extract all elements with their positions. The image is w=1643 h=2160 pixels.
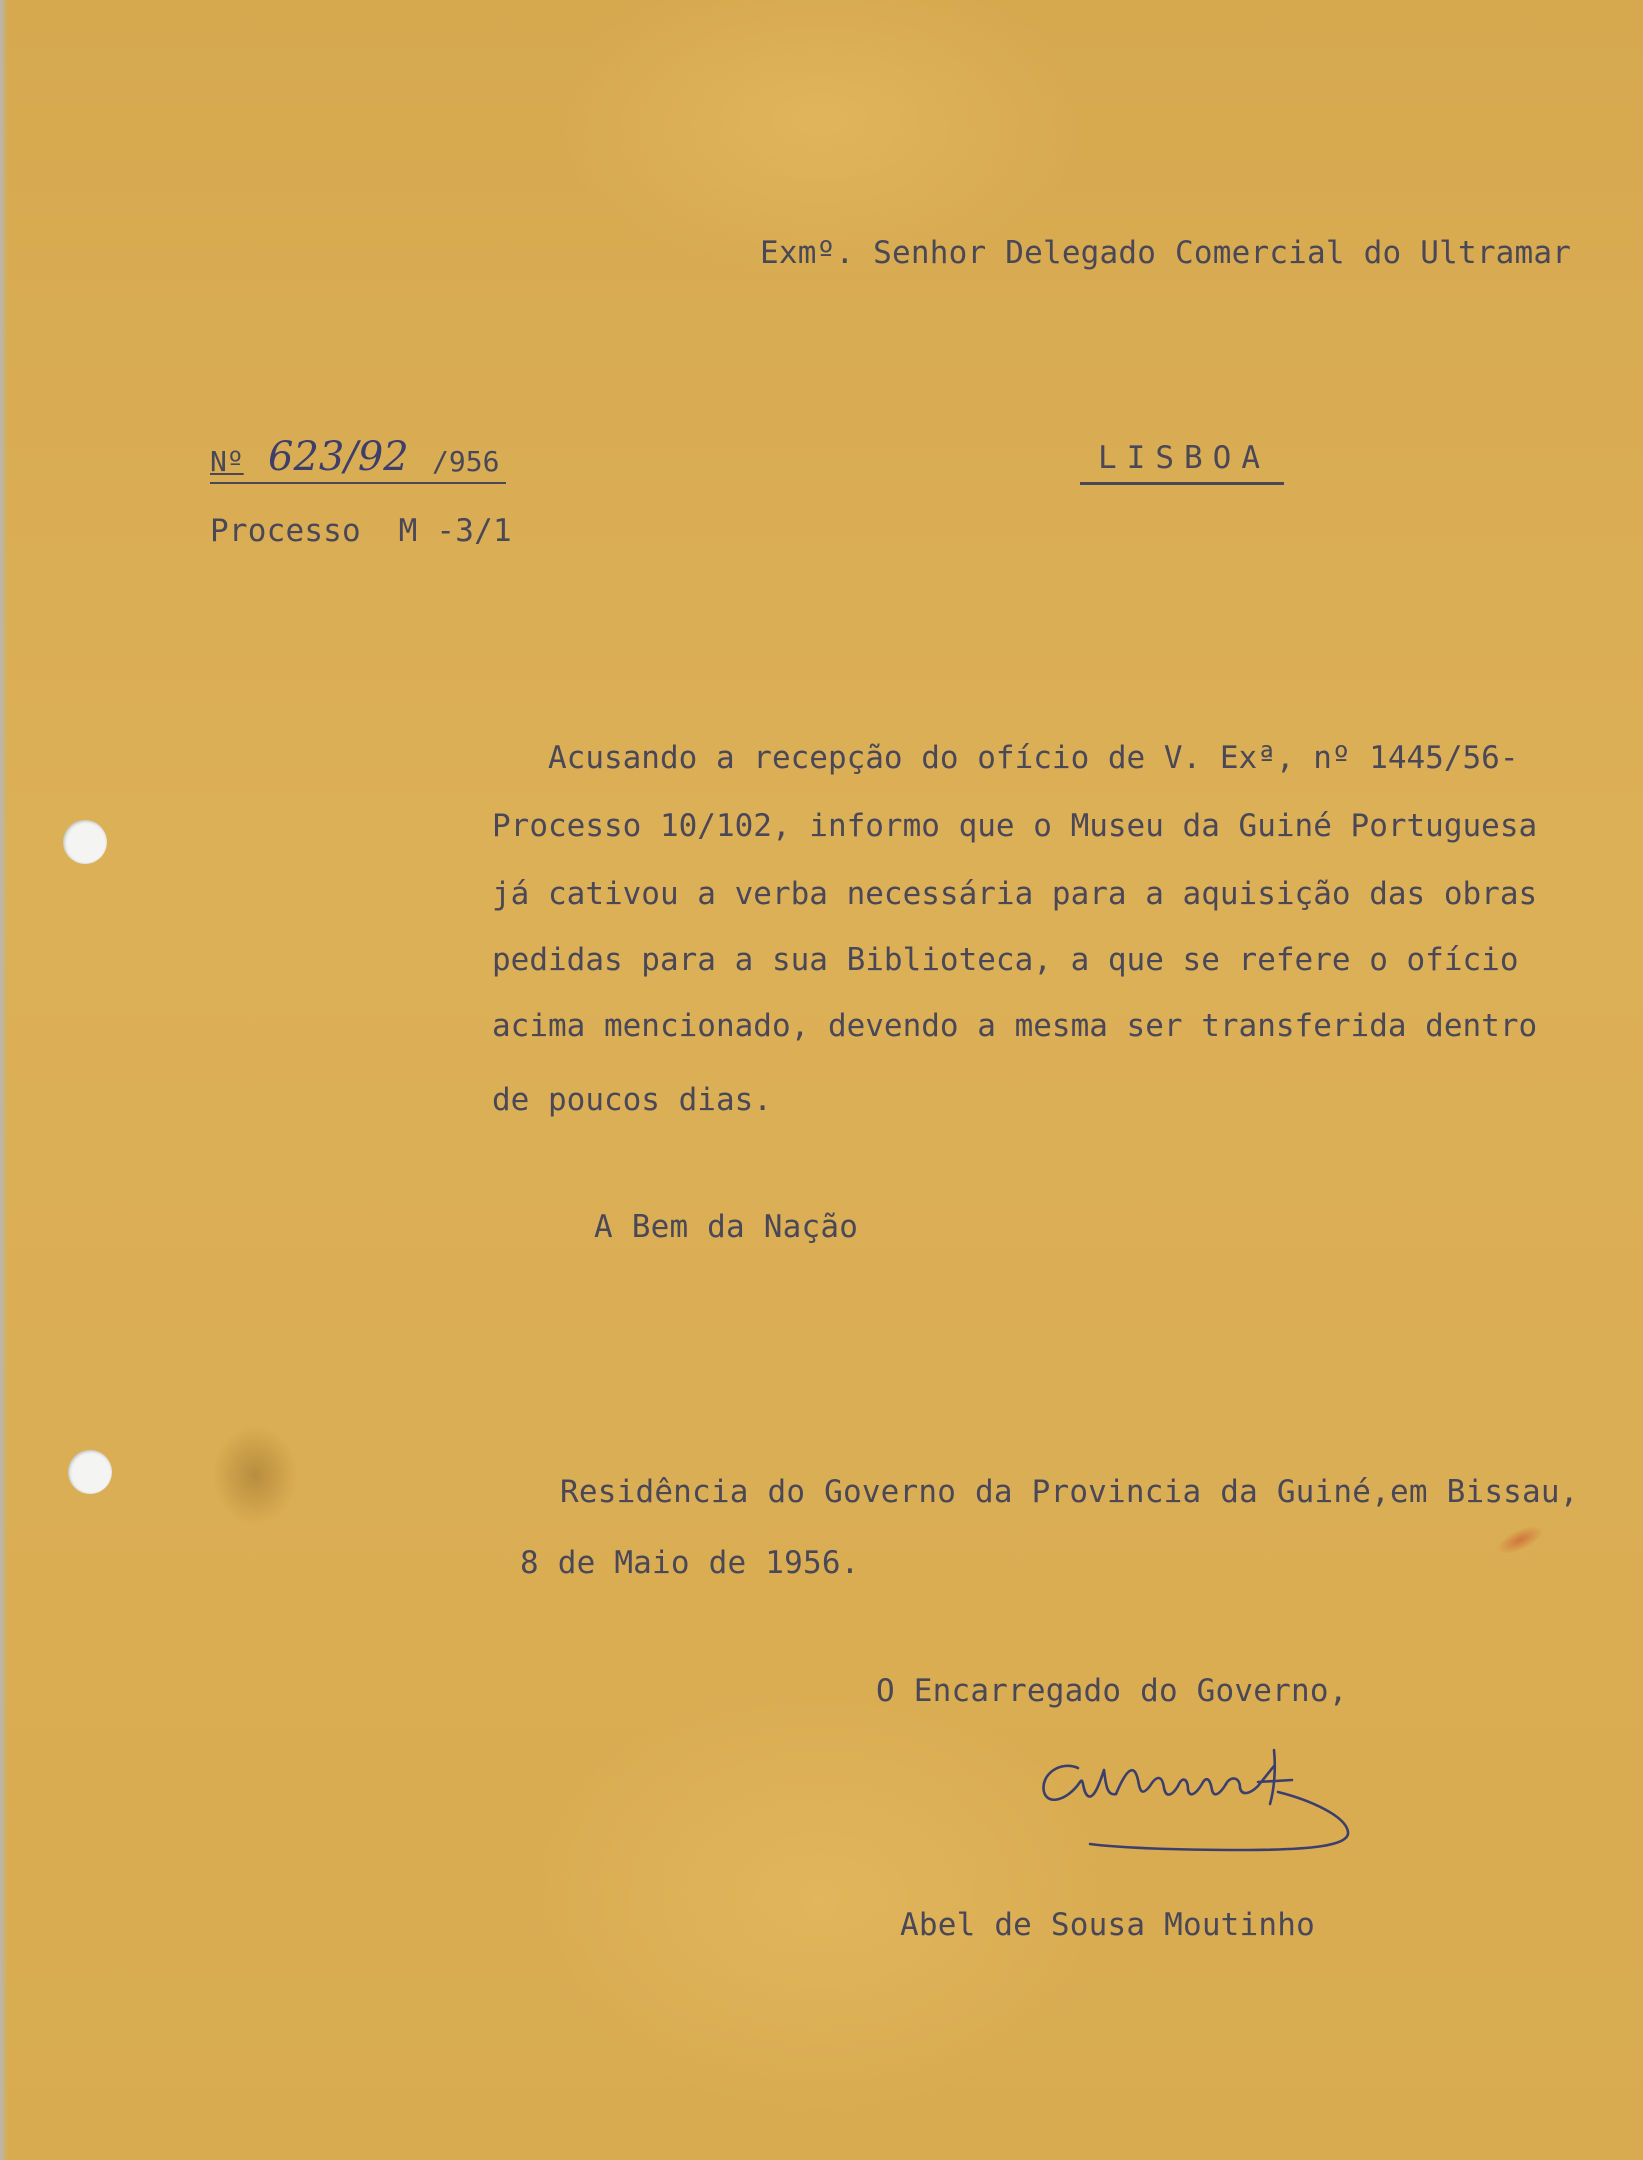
reference-handwritten: 623/92 [268,434,409,480]
punch-hole-bottom [68,1450,112,1494]
reference-year: /956 [432,445,500,478]
process-number: Processo M -3/1 [210,513,512,549]
body-line-1: Acusando a recepção do ofício de V. Exª, nº 1445/56- [492,740,1519,776]
signatory-name: Abel de Sousa Moutinho [900,1907,1315,1943]
ink-stain [1493,1520,1547,1559]
signatory-title: O Encarregado do Governo, [876,1673,1348,1709]
reference-number [210,430,506,484]
reference-prefix: Nº [210,445,244,478]
body-line-6: de poucos dias. [492,1082,772,1118]
punch-hole-top [63,820,107,864]
date-line: 8 de Maio de 1956. [520,1545,860,1581]
city-heading: LISBOA [1080,440,1284,485]
paper-edge [0,0,8,2160]
body-line-2: Processo 10/102, informo que o Museu da Guiné Portuguesa [492,808,1538,844]
body-line-5: acima mencionado, devendo a mesma ser transferida dentro [492,1008,1538,1044]
body-line-4: pedidas para a sua Biblioteca, a que se refere o ofício [492,942,1519,978]
body-line-3: já cativou a verba necessária para a aquisição das obras [492,876,1538,912]
closing-salutation: A Bem da Nação [594,1209,859,1245]
handwritten-signature [1030,1730,1370,1860]
place-line: Residência do Governo da Provincia da Guiné,em Bissau, [560,1474,1579,1510]
addressee-line: Exmº. Senhor Delegado Comercial do Ultramar [760,235,1572,271]
